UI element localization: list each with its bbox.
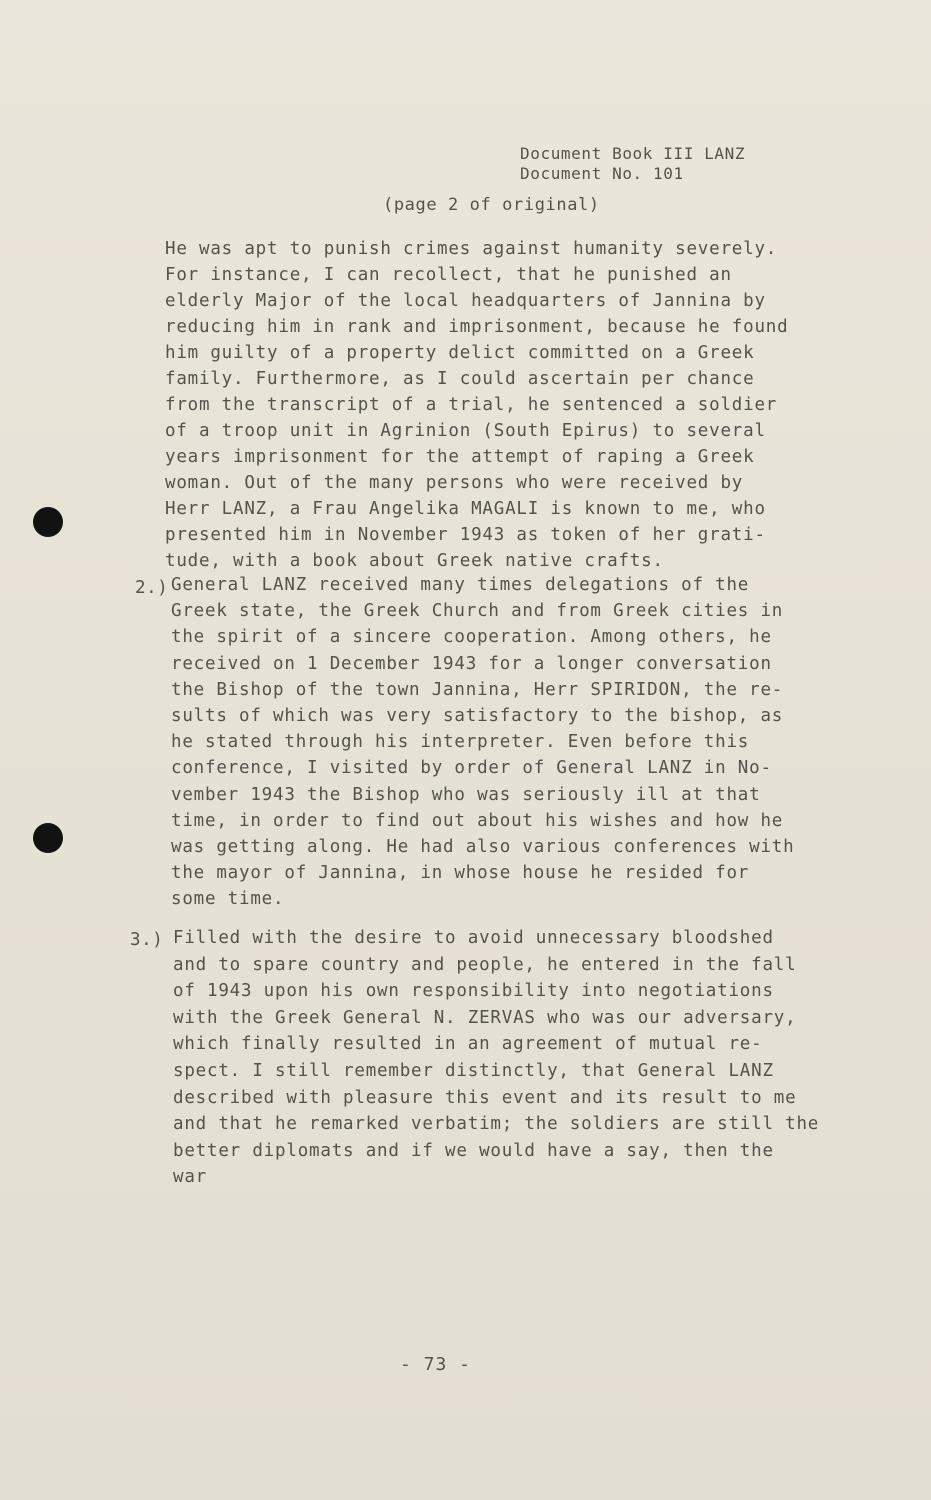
paragraph-line: some time. (171, 889, 285, 910)
paragraph-line: the mayor of Jannina, in whose house he resided for (171, 863, 750, 884)
paragraph-line: family. Furthermore, as I could ascertain per chance (165, 369, 755, 389)
paragraph-line: reducing him in rank and imprisonment, because he found (165, 317, 789, 337)
paragraph-line: tude, with a book about Greek native crafts. (165, 551, 664, 571)
paragraph-line: spect. I still remember distinctly, that General LANZ (173, 1060, 774, 1081)
paragraph-2 (171, 572, 794, 912)
document-number-label: Document No. 101 (520, 164, 684, 183)
paragraph-line: sults of which was very satisfactory to the bishop, as (171, 705, 784, 726)
paragraph-3 (173, 925, 819, 1191)
paragraph-line: conference, I visited by order of General LANZ in No- (171, 758, 772, 779)
document-header (520, 144, 745, 184)
paragraph-line: was getting along. He had also various conferences with (171, 836, 795, 857)
paragraph-line: him guilty of a property delict committed on a Greek (165, 343, 755, 363)
page-of-original: (page 2 of original) (383, 195, 600, 215)
paragraph-line: he stated through his interpreter. Even before this (171, 732, 750, 753)
paragraph-line: woman. Out of the many persons who were received by (165, 473, 744, 493)
paragraph-line: Greek state, the Greek Church and from Greek cities in (171, 601, 784, 622)
paragraph-line: war (173, 1167, 208, 1188)
document-book-label: Document Book III LANZ (520, 144, 746, 163)
paragraph-line: presented him in November 1943 as token of her grati- (165, 525, 766, 545)
paragraph-line: from the transcript of a trial, he sentenced a soldier (165, 395, 778, 415)
paragraph-3-number: 3.) (130, 930, 164, 950)
punch-hole-bottom (33, 823, 63, 853)
paragraph-line: described with pleasure this event and its result to me (173, 1087, 797, 1108)
paragraph-line: and that he remarked verbatim; the soldiers are still the (173, 1114, 820, 1135)
paragraph-line: the Bishop of the town Jannina, Herr SPIRIDON, the re- (171, 679, 784, 700)
paragraph-line: and to spare country and people, he entered in the fall (173, 954, 797, 975)
punch-hole-top (33, 507, 63, 537)
paragraph-line: For instance, I can recollect, that he punished an (165, 265, 732, 285)
paragraph-line: the spirit of a sincere cooperation. Among others, he (171, 627, 772, 648)
paragraph-line: Filled with the desire to avoid unnecessary bloodshed (173, 928, 774, 948)
paragraph-line: elderly Major of the local headquarters of Jannina by (165, 291, 766, 311)
paragraph-line: of 1943 upon his own responsibility into negotiations (173, 981, 774, 1002)
paragraph-2-number: 2.) (135, 578, 169, 598)
paragraph-line: General LANZ received many times delegations of the (171, 575, 750, 595)
page-number: - 73 - (400, 1354, 472, 1375)
paragraph-line: He was apt to punish crimes against humanity severely. (165, 239, 778, 259)
paragraph-line: years imprisonment for the attempt of raping a Greek (165, 447, 755, 467)
paragraph-1 (165, 236, 788, 574)
paragraph-line: time, in order to find out about his wishes and how he (171, 810, 784, 831)
paragraph-line: better diplomats and if we would have a say, then the (173, 1140, 774, 1161)
paragraph-line: vember 1943 the Bishop who was seriously ill at that (171, 784, 761, 805)
paragraph-line: of a troop unit in Agrinion (South Epirus) to several (165, 421, 766, 441)
paragraph-line: received on 1 December 1943 for a longer conversation (171, 653, 772, 674)
paragraph-line: Herr LANZ, a Frau Angelika MAGALI is known to me, who (165, 499, 766, 519)
paragraph-line: with the Greek General N. ZERVAS who was our adversary, (173, 1007, 797, 1028)
paragraph-line: which finally resulted in an agreement of mutual re- (173, 1034, 763, 1055)
